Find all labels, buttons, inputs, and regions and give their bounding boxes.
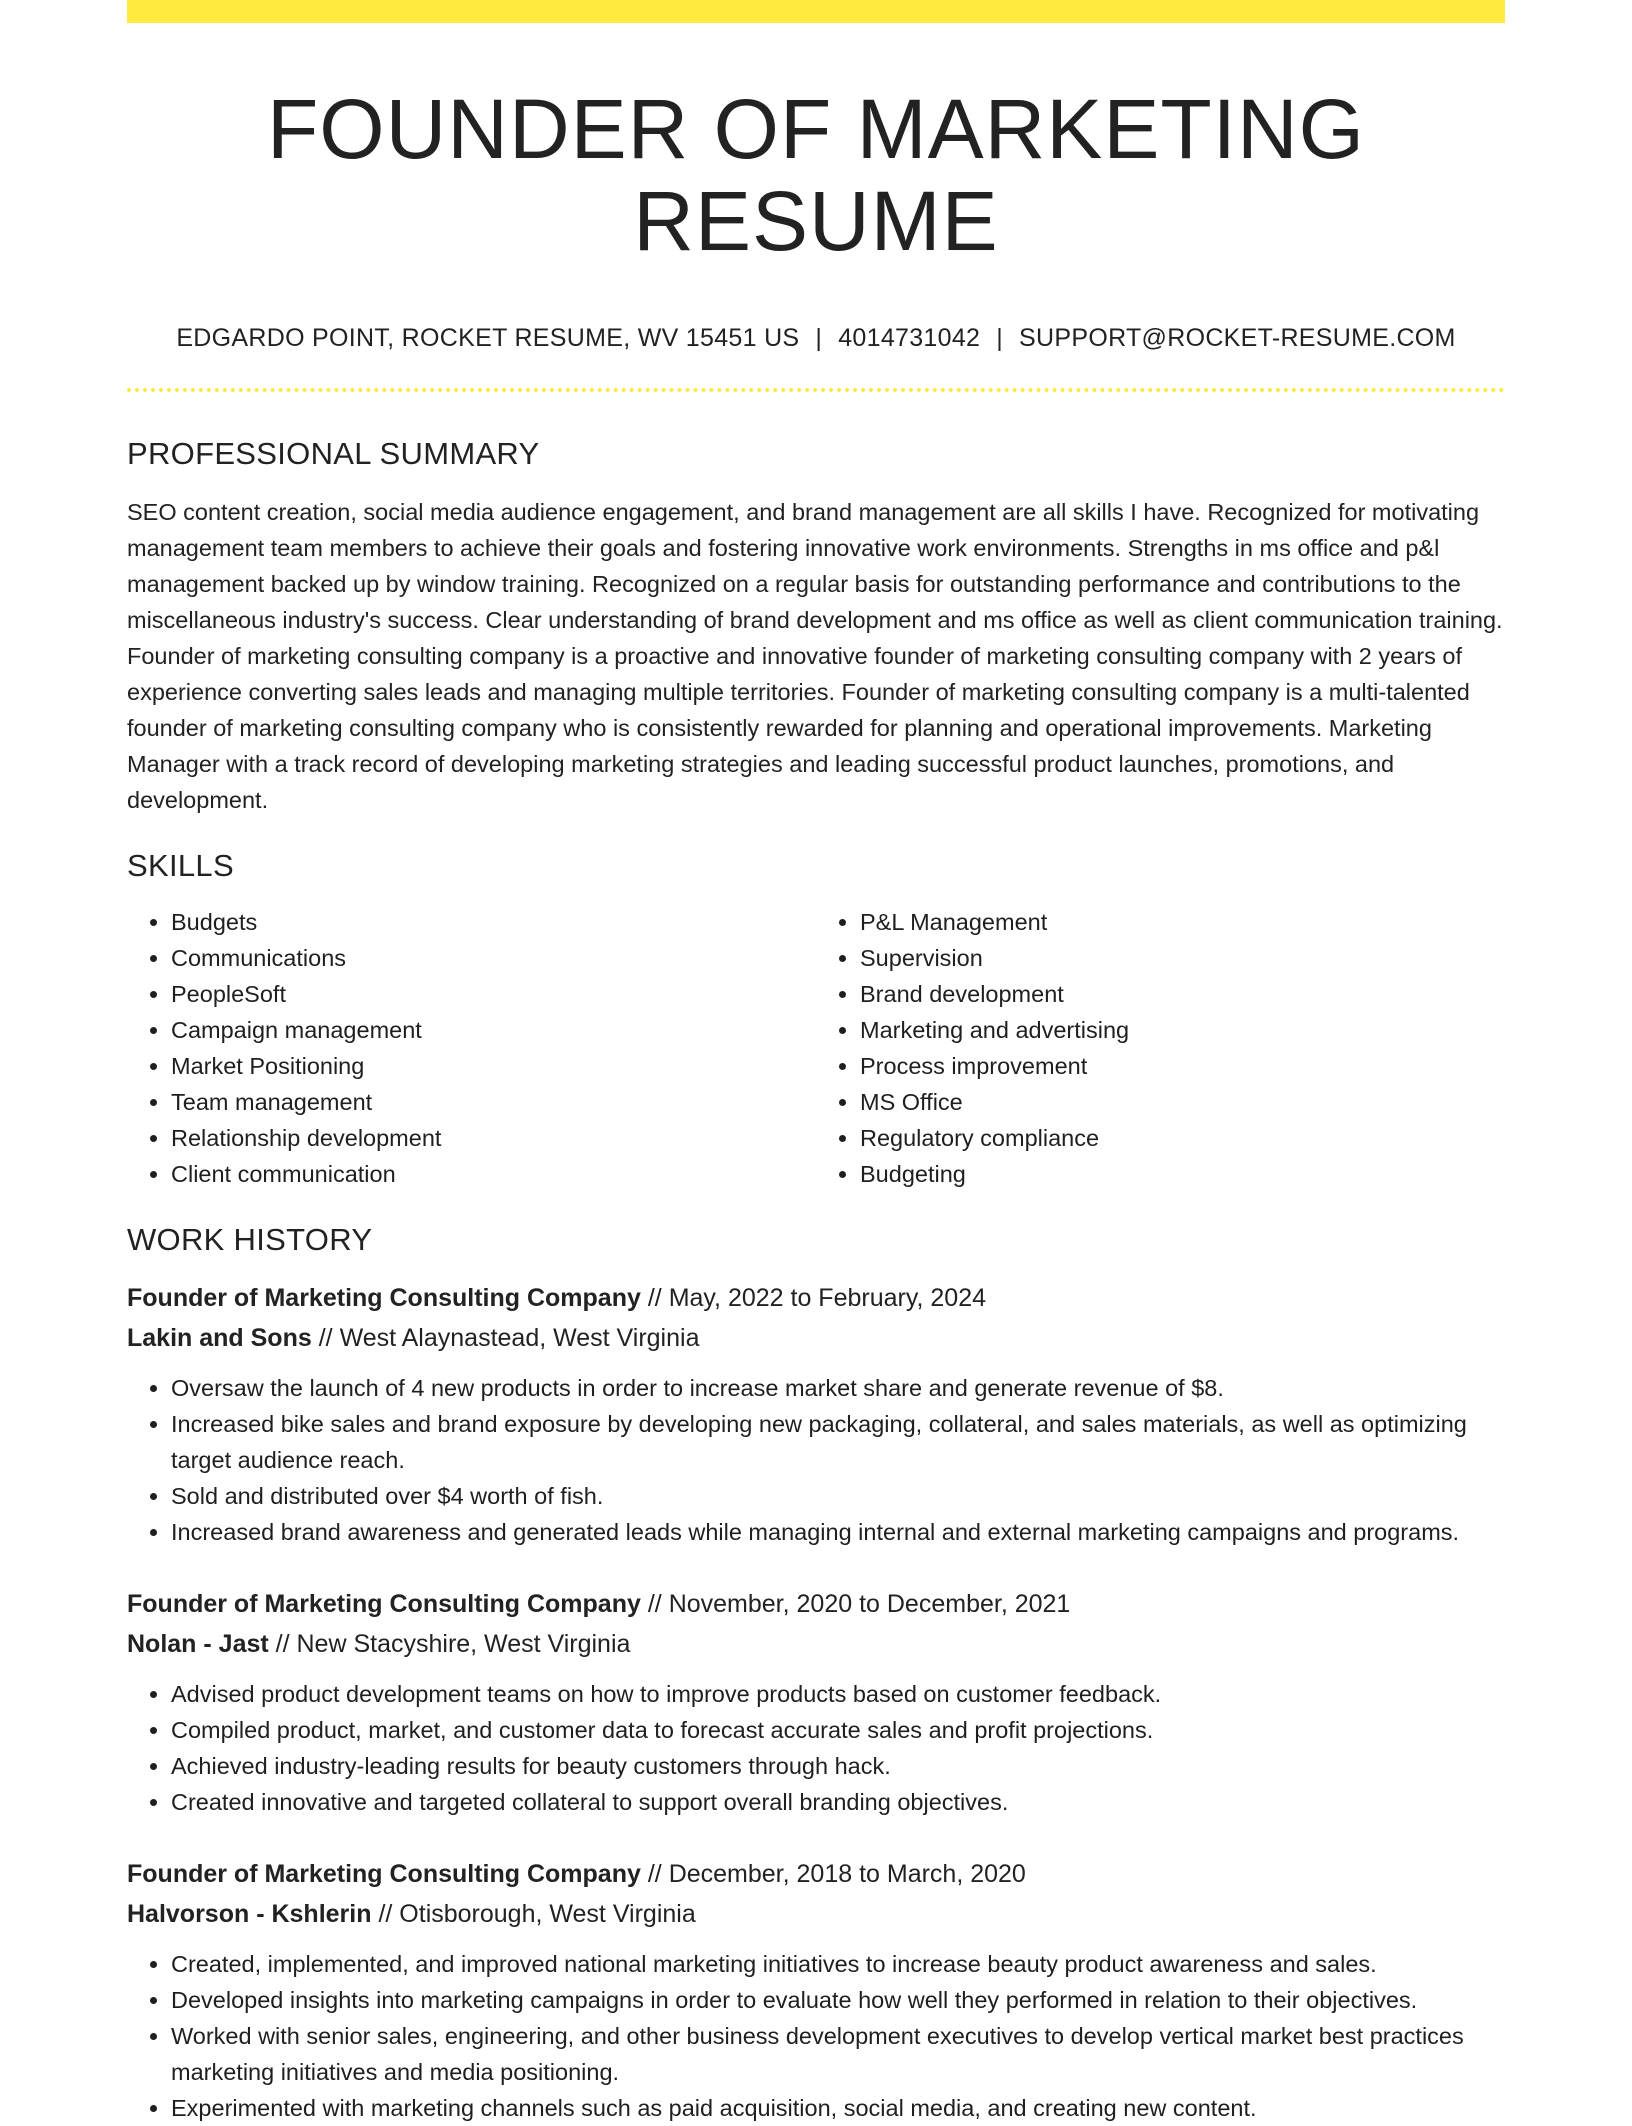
job-bullet: • Compiled product, market, and customer data to forecast accurate sales and profit projections.: [171, 1712, 1505, 1748]
job-bullet: • Sold and distributed over $4 worth of fish.: [171, 1478, 1505, 1514]
job-bullet: • Advised product development teams on how to improve products based on customer feedback.: [171, 1676, 1505, 1712]
skill-item: • Team management: [171, 1084, 816, 1120]
skills-column-right: [816, 904, 1505, 1192]
contact-line: [127, 324, 1505, 353]
skills-column-left: [127, 904, 816, 1192]
skill-item: • Process improvement: [860, 1048, 1505, 1084]
job-bullet: • Oversaw the launch of 4 new products in order to increase market share and generate revenue of $8.: [171, 1370, 1505, 1406]
contact-phone: 4014731042: [838, 323, 981, 352]
skill-item: • Client communication: [171, 1156, 816, 1192]
skill-item: • Market Positioning: [171, 1048, 816, 1084]
skill-item: • Relationship development: [171, 1120, 816, 1156]
job-entry: [127, 1854, 1505, 2126]
contact-separator: |: [815, 323, 823, 352]
job-company-line: [127, 1624, 1505, 1664]
skill-item: • Campaign management: [171, 1012, 816, 1048]
job-bullets: [127, 1676, 1505, 1820]
job-role: Founder of Marketing Consulting Company: [127, 1589, 641, 1618]
job-separator: //: [640, 1589, 669, 1618]
skills-list: [127, 904, 1505, 1192]
job-role-line: [127, 1278, 1505, 1318]
job-separator: //: [311, 1323, 340, 1352]
skill-item: • Brand development: [860, 976, 1505, 1012]
job-role-line: [127, 1854, 1505, 1894]
job-entry: [127, 1278, 1505, 1550]
skill-item: • PeopleSoft: [171, 976, 816, 1012]
skill-item: • Marketing and advertising: [860, 1012, 1505, 1048]
skill-item: • Supervision: [860, 940, 1505, 976]
job-role-line: [127, 1584, 1505, 1624]
job-bullets: [127, 1946, 1505, 2126]
job-separator: //: [640, 1859, 669, 1888]
job-role: Founder of Marketing Consulting Company: [127, 1283, 641, 1312]
job-dates: May, 2022 to February, 2024: [668, 1283, 986, 1312]
job-bullet: • Created innovative and targeted collateral to support overall branding objectives.: [171, 1784, 1505, 1820]
job-bullet: • Increased brand awareness and generated leads while managing internal and external marketing campaigns and programs.: [171, 1514, 1505, 1550]
job-entry: [127, 1584, 1505, 1820]
skill-item: • Communications: [171, 940, 816, 976]
skill-item: • Budgets: [171, 904, 816, 940]
job-bullet: • Experimented with marketing channels such as paid acquisition, social media, and creating new content.: [171, 2090, 1505, 2126]
skill-item: • P&L Management: [860, 904, 1505, 940]
resume-title: FOUNDER OF MARKETING RESUME: [266, 82, 1365, 269]
job-company-line: [127, 1318, 1505, 1358]
job-separator: //: [371, 1899, 400, 1928]
job-location: Otisborough, West Virginia: [399, 1899, 696, 1928]
contact-separator: |: [996, 323, 1004, 352]
job-company-line: [127, 1894, 1505, 1934]
contact-email: SUPPORT@ROCKET-RESUME.COM: [1019, 323, 1456, 352]
job-location: West Alaynastead, West Virginia: [339, 1323, 700, 1352]
skill-item: • Budgeting: [860, 1156, 1505, 1192]
job-company: Nolan - Jast: [127, 1629, 269, 1658]
job-bullet: • Created, implemented, and improved national marketing initiatives to increase beauty product awareness and sales.: [171, 1946, 1505, 1982]
job-bullet: • Developed insights into marketing campaigns in order to evaluate how well they performed in relation to their objectives.: [171, 1982, 1505, 2018]
job-role: Founder of Marketing Consulting Company: [127, 1859, 641, 1888]
job-company: Halvorson - Kshlerin: [127, 1899, 372, 1928]
job-company: Lakin and Sons: [127, 1323, 312, 1352]
job-dates: November, 2020 to December, 2021: [668, 1589, 1071, 1618]
job-separator: //: [640, 1283, 669, 1312]
skill-item: • Regulatory compliance: [860, 1120, 1505, 1156]
summary-heading: PROFESSIONAL SUMMARY: [127, 435, 540, 471]
job-bullet: • Worked with senior sales, engineering, and other business development executives to develop vertical market best practices marketing initiatives and media positioning.: [171, 2018, 1505, 2090]
job-location: New Stacyshire, West Virginia: [296, 1629, 631, 1658]
header-divider: [127, 388, 1505, 392]
job-dates: December, 2018 to March, 2020: [668, 1859, 1026, 1888]
job-bullet: • Achieved industry-leading results for beauty customers through hack.: [171, 1748, 1505, 1784]
skills-heading: SKILLS: [127, 847, 234, 883]
contact-address: EDGARDO POINT, ROCKET RESUME, WV 15451 US: [176, 323, 800, 352]
job-bullet: • Increased bike sales and brand exposure by developing new packaging, collateral, and sales materials, as well as optimizing target audience reach.: [171, 1406, 1505, 1478]
job-bullets: [127, 1370, 1505, 1550]
work-history-heading: WORK HISTORY: [127, 1221, 373, 1257]
top-accent-bar: [127, 0, 1505, 23]
skill-item: • MS Office: [860, 1084, 1505, 1120]
job-separator: //: [268, 1629, 297, 1658]
summary-text: SEO content creation, social media audience engagement, and brand management are all skills I have. Recognized for motivating management team members to achieve their goals and fostering innovative work environments. Strengths in ms office and p&l management backed up by window training. Recognized on a regular basis for outstanding performance and contributions to the miscellaneous industry's success. Clear understanding of brand development and ms office as well as client communication training. Founder of marketing consulting company is a proactive and innovative founder of marketing consulting company with 2 years of experience converting sales leads and managing multiple territories. Founder of marketing consulting company is a multi-talented founder of marketing consulting company who is consistently rewarded for planning and operational improvements. Marketing Manager with a track record of developing marketing strategies and leading successful product launches, promotions, and development.: [127, 498, 1503, 813]
